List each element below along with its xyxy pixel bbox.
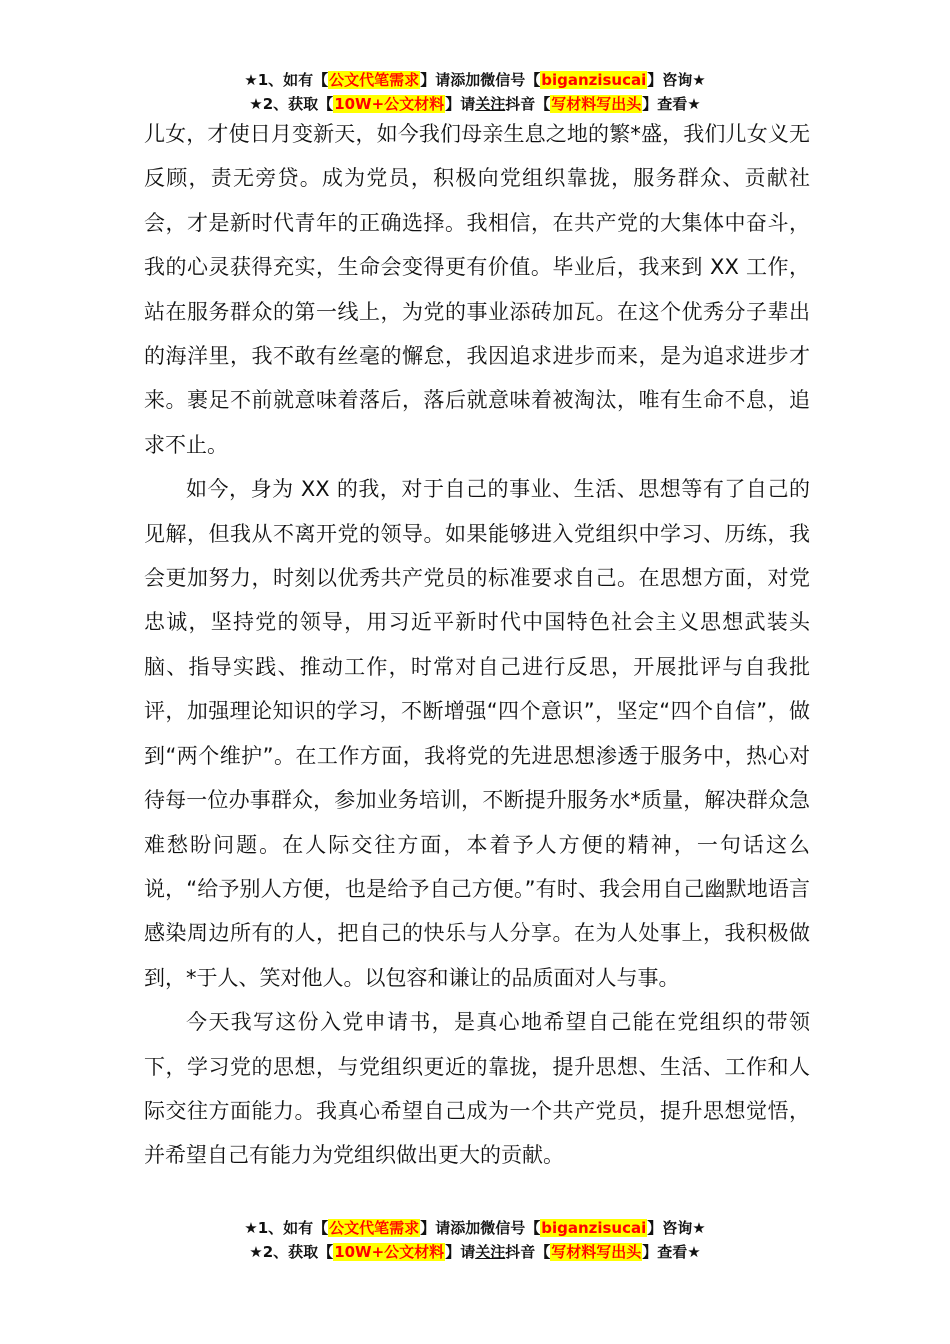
document-body bbox=[144, 112, 810, 1178]
highlight-service: 公文代笔需求 bbox=[329, 71, 420, 89]
banner-text: 抖音【 bbox=[505, 1243, 551, 1261]
highlight-materials: 10W+公文材料 bbox=[334, 1243, 445, 1261]
header-banner bbox=[0, 68, 950, 116]
highlight-wechat-id: biganzisucai bbox=[541, 71, 647, 89]
banner-line-2 bbox=[0, 1240, 950, 1264]
banner-text: 】请添加微信号【 bbox=[420, 1219, 541, 1237]
banner-line-1 bbox=[0, 1216, 950, 1240]
highlight-materials: 10W+公文材料 bbox=[334, 95, 445, 113]
banner-line-1 bbox=[0, 68, 950, 92]
highlight-account: 写材料写出头 bbox=[551, 1243, 642, 1261]
underlined-follow: 关注 bbox=[475, 95, 506, 113]
banner-text: 】请 bbox=[445, 95, 476, 113]
highlight-wechat-id: biganzisucai bbox=[541, 1219, 647, 1237]
banner-text: ★1、如有【 bbox=[244, 71, 329, 89]
banner-text: ★2、获取【 bbox=[249, 1243, 334, 1261]
banner-text: 】请添加微信号【 bbox=[420, 71, 541, 89]
banner-text: 】查看★ bbox=[642, 95, 701, 113]
paragraph-2: 如今，身为 XX 的我，对于自己的事业、生活、思想等有了自己的见解，但我从不离开党的领导。如果能够进入党组织中学习、历练，我会更加努力，时刻以优秀共产党员的标准要求自己。在思想方面，对党忠诚，坚持党的领导，用习近平新时代中国特色社会主义思想武装头脑、指导实践、推动工作，时常对自己进行反思，开展批评与自我批评，加强理论知识的学习，不断增强“四个意识”，坚定“四个自信”，做到“两个维护”。在工作方面，我将党的先进思想渗透于服务中，热心对待每一位办事群众，参加业务培训，不断提升服务水*质量，解决群众急难愁盼问题。在人际交往方面，本着予人方便的精神，一句话这么说，“给予别人方便，也是给予自己方便。”有时、我会用自己幽默地语言感染周边所有的人，把自己的快乐与人分享。在为人处事上，我积极做到，*于人、笑对他人。以包容和谦让的品质面对人与事。 bbox=[144, 477, 810, 990]
banner-text: 抖音【 bbox=[505, 95, 551, 113]
underlined-follow: 关注 bbox=[475, 1243, 506, 1261]
banner-text: 】请 bbox=[445, 1243, 476, 1261]
highlight-account: 写材料写出头 bbox=[551, 95, 642, 113]
highlight-service: 公文代笔需求 bbox=[329, 1219, 420, 1237]
banner-text: 】查看★ bbox=[642, 1243, 701, 1261]
banner-text: 】咨询★ bbox=[647, 71, 706, 89]
banner-text: ★1、如有【 bbox=[244, 1219, 329, 1237]
paragraph-3: 今天我写这份入党申请书，是真心地希望自己能在党组织的带领下，学习党的思想，与党组织更近的靠拢，提升思想、生活、工作和人际交往方面能力。我真心希望自己成为一个共产党员，提升思想觉悟，并希望自己有能力为党组织做出更大的贡献。 bbox=[144, 1010, 810, 1168]
banner-text: 】咨询★ bbox=[647, 1219, 706, 1237]
banner-text: ★2、获取【 bbox=[249, 95, 334, 113]
footer-banner bbox=[0, 1216, 950, 1264]
paragraph-1: 儿女，才使日月变新天，如今我们母亲生息之地的繁*盛，我们儿女义无反顾，责无旁贷。成为党员，积极向党组织靠拢，服务群众、贡献社会，才是新时代青年的正确选择。我相信，在共产党的大集体中奋斗，我的心灵获得充实，生命会变得更有价值。毕业后，我来到 XX 工作，站在服务群众的第一线上，为党的事业添砖加瓦。在这个优秀分子辈出的海洋里，我不敢有丝毫的懈怠，我因追求进步而来，是为追求进步才来。裹足不前就意味着落后，落后就意味着被淘汰，唯有生命不息，追求不止。 bbox=[144, 122, 810, 457]
